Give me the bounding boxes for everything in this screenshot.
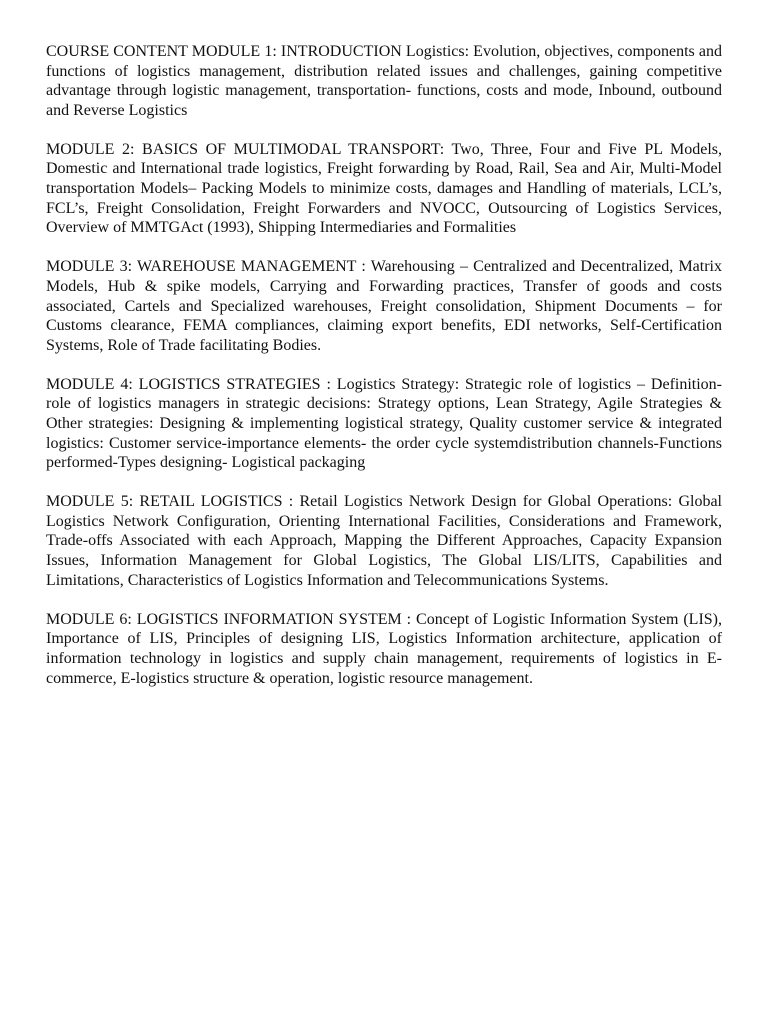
document-page	[46, 42, 722, 708]
module-2-paragraph: MODULE 2: BASICS OF MULTIMODAL TRANSPORT: Two, Three, Four and Five PL Models, Domestic and International trade logistics, Freight forwarding by Road, Rail, Sea and Air, Multi-Model transportation Models– Packing Models to minimize costs, damages and Handling of materials, LCL’s, FCL’s, Freight Consolidation, Freight Forwarders and NVOCC, Outsourcing of Logistics Services, Overview of MMTGAct (1993), Shipping Intermediaries and Formalities	[46, 140, 722, 237]
module-3-paragraph: MODULE 3: WAREHOUSE MANAGEMENT : Warehousing – Centralized and Decentralized, Matrix Models, Hub & spike models, Carrying and Forwarding practices, Transfer of goods and costs associated, Cartels and Specialized warehouses, Freight consolidation, Shipment Documents – for Customs clearance, FEMA compliances, claiming export benefits, EDI networks, Self-Certification Systems, Role of Trade facilitating Bodies.	[46, 258, 722, 354]
module-4-paragraph: MODULE 4: LOGISTICS STRATEGIES : Logistics Strategy: Strategic role of logistics – Definition-role of logistics managers in strategic decisions: Strategy options, Lean Strategy, Agile Strategies & Other strategies: Designing & implementing logistical strategy, Quality customer service & integrated logistics: Customer service-importance elements- the order cycle systemdistribution channels-Functions performed-Types designing- Logistical packaging	[46, 375, 722, 472]
module-6-paragraph: MODULE 6: LOGISTICS INFORMATION SYSTEM : Concept of Logistic Information System (LIS), Importance of LIS, Principles of designing LIS, Logistics Information architecture, application of information technology in logistics and supply chain management, requirements of logistics in E- commerce, E-logistics structure & operation, logistic resource management.	[46, 610, 722, 687]
module-5-paragraph: MODULE 5: RETAIL LOGISTICS : Retail Logistics Network Design for Global Operations: Global Logistics Network Configuration, Orienting International Facilities, Considerations and Framework, Trade-offs Associated with each Approach, Mapping the Different Approaches, Capacity Expansion Issues, Information Management for Global Logistics, The Global LIS/LITS, Capabilities and Limitations, Characteristics of Logistics Information and Telecommunications Systems.	[46, 493, 722, 589]
module-1-paragraph: COURSE CONTENT MODULE 1: INTRODUCTION Logistics: Evolution, objectives, components and functions of logistics management, distribution related issues and challenges, gaining competitive advantage through logistic management, transportation- functions, costs and mode, Inbound, outbound and Reverse Logistics	[46, 43, 722, 119]
